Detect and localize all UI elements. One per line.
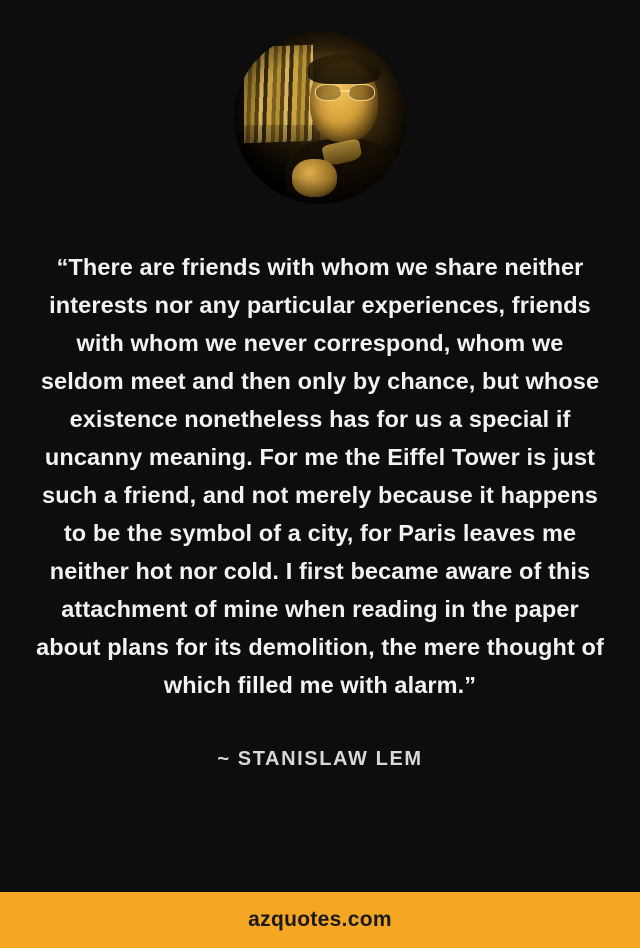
- portrait-vignette: [234, 32, 406, 204]
- quote-author: ~ STANISLAW LEM: [217, 748, 423, 770]
- author-portrait-photo: [234, 32, 406, 204]
- author-portrait: [234, 32, 406, 204]
- quote-text: “There are friends with whom we share neither interests nor any particular experiences, friends with whom we never correspond, whom we seldom meet and then only by chance, but whose existence nonetheless has for us a special if uncanny meaning. For me the Eiffel Tower is just such a friend, and not merely because it happens to be the symbol of a city, for Paris leaves me neither hot nor cold. I first became aware of this attachment of mine when reading in the paper about plans for its demolition, the mere thought of which filled me with alarm.”: [36, 254, 604, 698]
- site-footer: [0, 892, 640, 948]
- site-watermark: azquotes.com: [248, 908, 392, 931]
